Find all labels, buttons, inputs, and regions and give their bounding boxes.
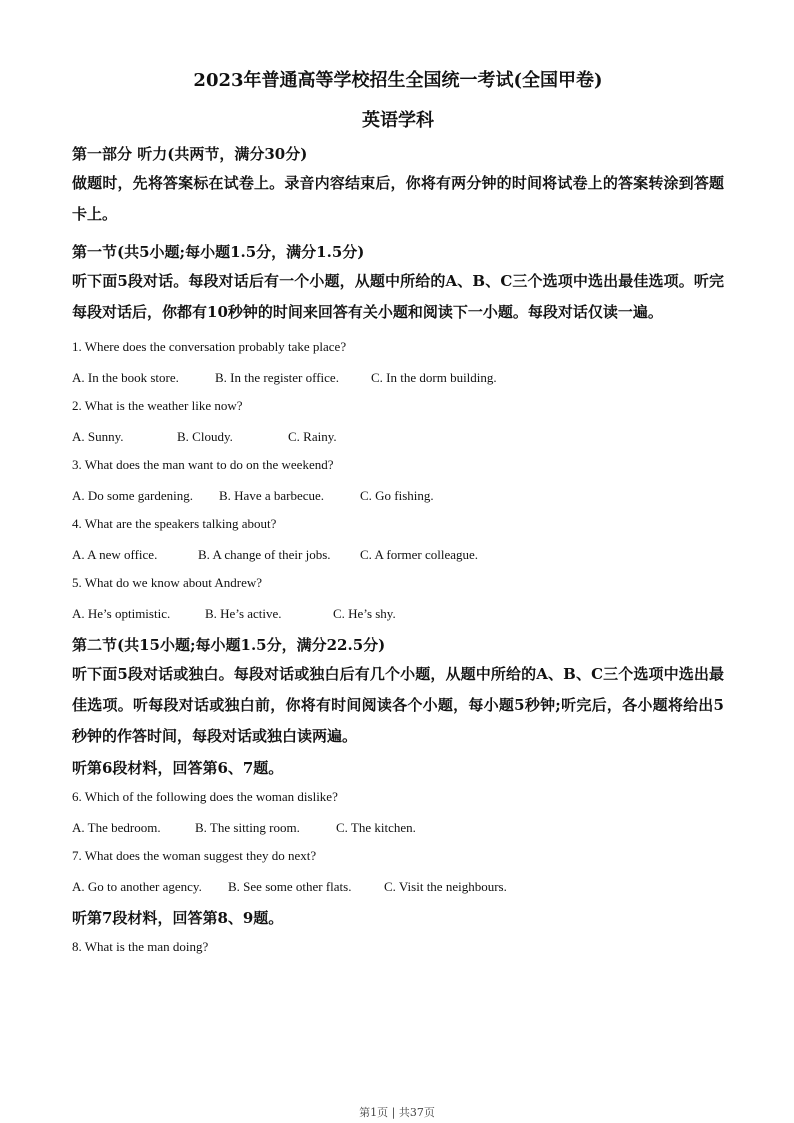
q5-option-b: B. He’s active. bbox=[205, 606, 282, 621]
part1-instruction: 做题时，先将答案标在试卷上。录音内容结束后，你将有两分钟的时间将试卷上的答案转涂到答题卡上。 bbox=[72, 174, 724, 223]
part1-heading: 第一部分 听力(共两节，满分30分) bbox=[72, 145, 308, 163]
question-6-options bbox=[72, 819, 724, 837]
q2-option-b: B. Cloudy. bbox=[177, 429, 233, 444]
question-1-options bbox=[72, 369, 724, 387]
q4-option-a: A. A new office. bbox=[72, 547, 158, 562]
q3-option-a: A. Do some gardening. bbox=[72, 488, 193, 503]
q7-option-b: B. See some other flats. bbox=[228, 879, 352, 894]
exam-page bbox=[72, 68, 724, 956]
section2-heading: 第二节(共15小题;每小题1.5分，满分22.5分) bbox=[72, 636, 386, 654]
question-5-options bbox=[72, 605, 724, 623]
q3-option-c: C. Go fishing. bbox=[360, 488, 434, 503]
question-4: 4. What are the speakers talking about? bbox=[72, 516, 277, 531]
question-8: 8. What is the man doing? bbox=[72, 939, 209, 954]
q7-option-a: A. Go to another agency. bbox=[72, 879, 202, 894]
question-5: 5. What do we know about Andrew? bbox=[72, 575, 263, 590]
q1-option-a: A. In the book store. bbox=[72, 370, 179, 385]
q1-option-c: C. In the dorm building. bbox=[371, 370, 497, 385]
exam-subject: 英语学科 bbox=[362, 110, 434, 131]
question-2-options bbox=[72, 428, 724, 446]
q6-option-a: A. The bedroom. bbox=[72, 820, 161, 835]
q6-option-b: B. The sitting room. bbox=[195, 820, 300, 835]
q1-option-b: B. In the register office. bbox=[215, 370, 339, 385]
question-1: 1. Where does the conversation probably take place? bbox=[72, 339, 347, 354]
q5-option-c: C. He’s shy. bbox=[333, 606, 396, 621]
q4-option-b: B. A change of their jobs. bbox=[198, 547, 331, 562]
question-7: 7. What does the woman suggest they do next? bbox=[72, 848, 317, 863]
q2-option-c: C. Rainy. bbox=[288, 429, 337, 444]
section1-instruction: 听下面5段对话。每段对话后有一个小题，从题中所给的A、B、C三个选项中选出最佳选项。听完每段对话后，你都有10秒钟的时间来回答有关小题和阅读下一小题。每段对话仅读一遍。 bbox=[72, 272, 724, 321]
question-3-options bbox=[72, 487, 724, 505]
section2-instruction: 听下面5段对话或独白。每段对话或独白后有几个小题，从题中所给的A、B、C三个选项中选出最佳选项。听每段对话或独白前，你将有时间阅读各个小题，每小题5秒钟;听完后，各小题将给出5秒钟的作答时间，每段对话或独白读两遍。 bbox=[72, 665, 724, 745]
section1-heading: 第一节(共5小题;每小题1.5分，满分1.5分) bbox=[72, 243, 365, 261]
q4-option-c: C. A former colleague. bbox=[360, 547, 479, 562]
q5-option-a: A. He’s optimistic. bbox=[72, 606, 171, 621]
question-3: 3. What does the man want to do on the weekend? bbox=[72, 457, 334, 472]
material-7-heading: 听第7段材料，回答第8、9题。 bbox=[72, 909, 284, 927]
q3-option-b: B. Have a barbecue. bbox=[219, 488, 325, 503]
question-2: 2. What is the weather like now? bbox=[72, 398, 243, 413]
q7-option-c: C. Visit the neighbours. bbox=[384, 879, 507, 894]
q2-option-a: A. Sunny. bbox=[72, 429, 124, 444]
page-footer: 第1页 | 共37页 bbox=[359, 1106, 435, 1119]
question-7-options bbox=[72, 878, 724, 896]
question-4-options bbox=[72, 546, 724, 564]
question-6: 6. Which of the following does the woman dislike? bbox=[72, 789, 338, 804]
material-6-heading: 听第6段材料，回答第6、7题。 bbox=[72, 759, 284, 777]
q6-option-c: C. The kitchen. bbox=[336, 820, 416, 835]
exam-title: 2023年普通高等学校招生全国统一考试(全国甲卷) bbox=[193, 70, 603, 91]
